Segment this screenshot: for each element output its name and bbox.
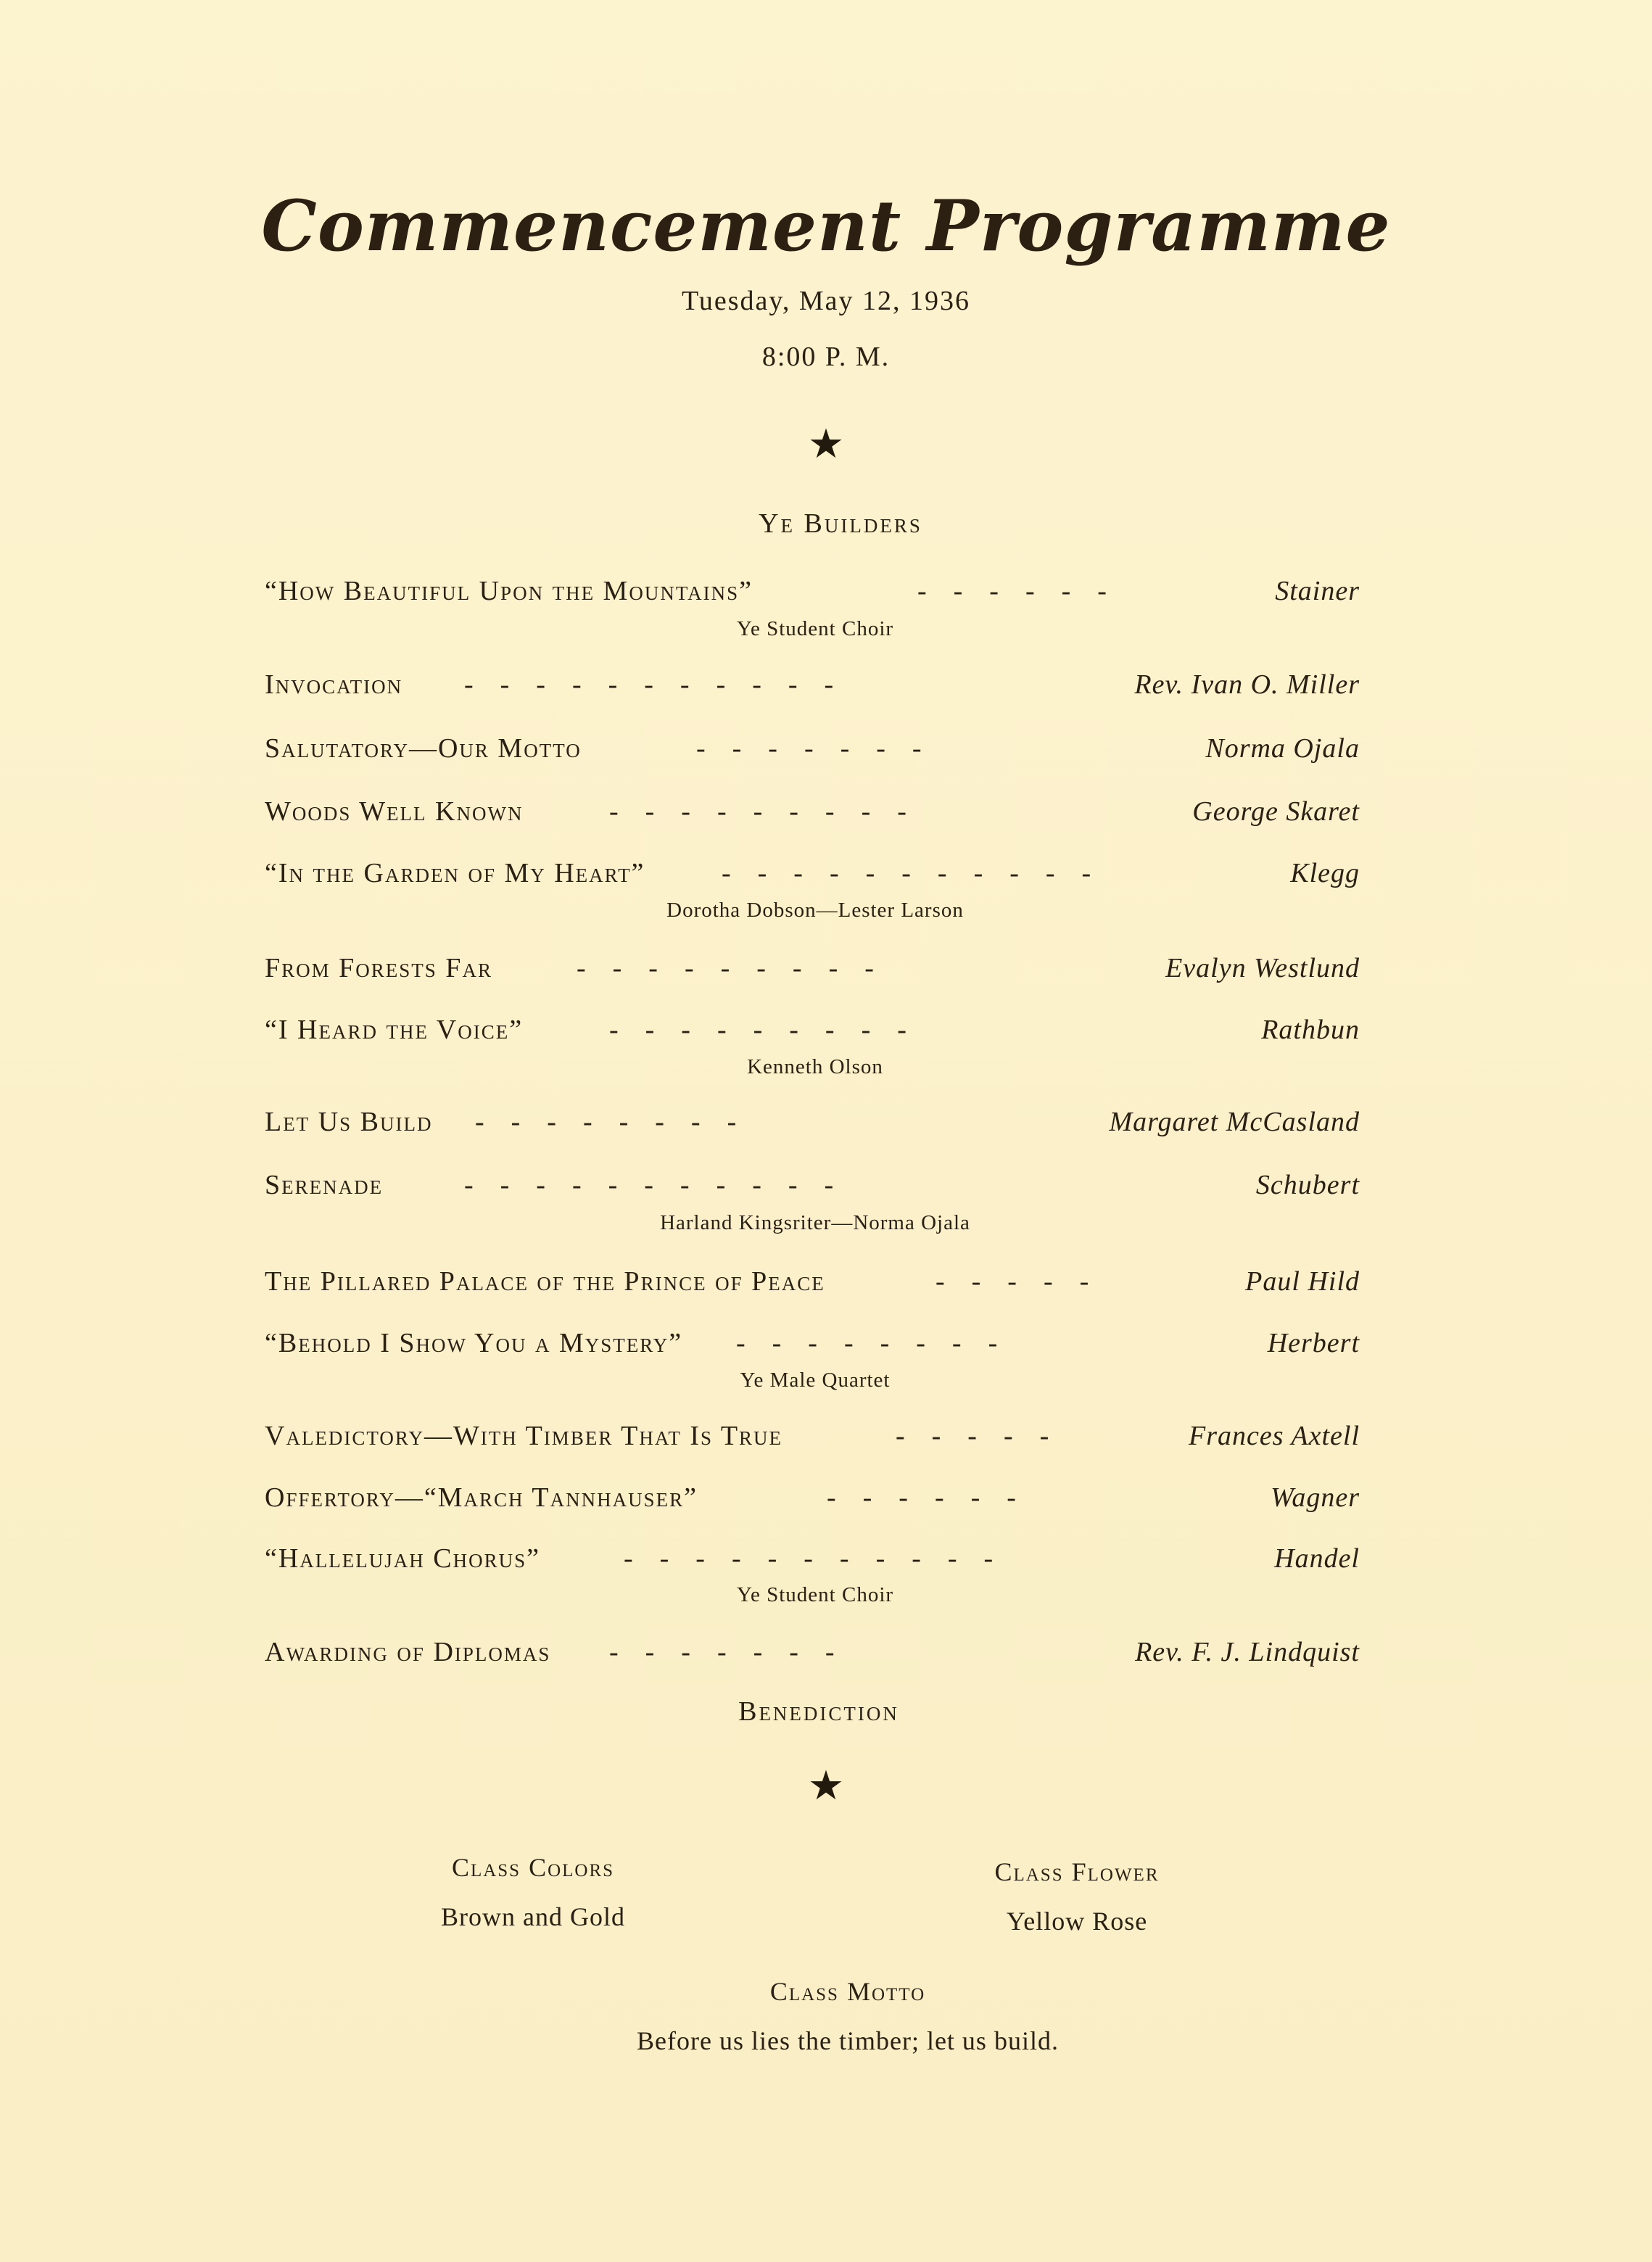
- leader-dashes: -----: [936, 1266, 1116, 1297]
- program-item-title: Woods Well Known: [265, 796, 524, 827]
- program-item: [265, 952, 1360, 996]
- program-item-performer: Norma Ojala: [1205, 733, 1360, 764]
- program-item-subtitle: Ye Student Choir: [736, 1583, 894, 1606]
- program-item-performer: Klegg: [1290, 858, 1360, 888]
- page-title: Commencement Programme: [261, 185, 1391, 267]
- program-item-subtitle: Ye Student Choir: [736, 617, 894, 640]
- program-item: [265, 796, 1360, 839]
- program-item-title: From Forests Far: [265, 953, 492, 983]
- class-motto-label: Class Motto: [769, 1977, 926, 2006]
- program-item-performer: Evalyn Westlund: [1165, 953, 1360, 983]
- leader-dashes: ------: [827, 1482, 1043, 1513]
- program-item: [265, 857, 1360, 901]
- program-item-performer: Schubert: [1255, 1170, 1360, 1200]
- program-item: [265, 1014, 1360, 1057]
- program-item-title: “I Heard the Voice”: [265, 1015, 524, 1045]
- program-item-performer: Handel: [1274, 1543, 1360, 1574]
- leader-dashes: -------: [696, 733, 949, 764]
- program-item-title: “Hallelujah Chorus”: [265, 1543, 541, 1574]
- benediction: Benediction: [738, 1696, 899, 1727]
- program-item: [265, 732, 1360, 776]
- program-item-performer: Rev. F. J. Lindquist: [1135, 1637, 1360, 1667]
- program-item: [265, 1482, 1360, 1525]
- program-item-performer: Rev. Ivan O. Miller: [1134, 669, 1360, 700]
- program-item-title: Invocation: [265, 669, 403, 700]
- event-date: Tuesday, May 12, 1936: [681, 286, 971, 316]
- program-item-title: Let Us Build: [265, 1107, 433, 1137]
- star-icon: ★: [807, 421, 845, 468]
- program-item-performer: Wagner: [1271, 1482, 1360, 1513]
- program-item-performer: Frances Axtell: [1189, 1421, 1360, 1451]
- program-item: [265, 1266, 1360, 1309]
- leader-dashes: ---------: [577, 953, 901, 983]
- program-item-subtitle: Kenneth Olson: [747, 1055, 883, 1078]
- leader-dashes: ---------: [609, 796, 933, 827]
- program-item-subtitle: Dorotha Dobson—Lester Larson: [666, 899, 964, 922]
- leader-dashes: -----------: [624, 1543, 1020, 1574]
- program-item-title: Serenade: [265, 1170, 384, 1200]
- leader-dashes: -----------: [464, 1170, 861, 1200]
- leader-dashes: ---------: [609, 1015, 933, 1045]
- class-colors-label: Class Colors: [451, 1853, 615, 1882]
- program-item-performer: George Skaret: [1192, 796, 1360, 827]
- class-flower-value: Yellow Rose: [1006, 1907, 1148, 1936]
- star-icon: ★: [807, 1762, 845, 1809]
- class-flower-label: Class Flower: [994, 1857, 1160, 1886]
- program-item-title: “Behold I Show You a Mystery”: [265, 1328, 683, 1358]
- program-item-performer: Paul Hild: [1245, 1266, 1360, 1297]
- event-time: 8:00 P. M.: [761, 342, 891, 372]
- program-item-performer: Rathbun: [1261, 1015, 1360, 1045]
- leader-dashes: --------: [475, 1107, 764, 1137]
- program-item: [265, 1327, 1360, 1371]
- program-item-performer: Margaret McCasland: [1109, 1107, 1360, 1137]
- leader-dashes: ------: [917, 576, 1133, 606]
- program-item: [265, 1420, 1360, 1464]
- program-item: [265, 669, 1360, 712]
- program-item-performer: Herbert: [1267, 1328, 1360, 1358]
- program-item: [265, 1543, 1360, 1586]
- program-item-title: “How Beautiful Upon the Mountains”: [265, 576, 753, 606]
- leader-dashes: -----: [896, 1421, 1076, 1451]
- section-title: Ye Builders: [759, 508, 922, 539]
- program-item-title: Valedictory—With Timber That Is True: [265, 1421, 783, 1451]
- program-item: [265, 1636, 1360, 1680]
- program-item: [265, 1169, 1360, 1213]
- class-colors-value: Brown and Gold: [441, 1902, 625, 1931]
- program-item-title: “In the Garden of My Heart”: [265, 858, 645, 888]
- program-item: [265, 575, 1360, 619]
- leader-dashes: -----------: [464, 669, 861, 700]
- leader-dashes: -----------: [722, 858, 1118, 888]
- program-item-title: The Pillared Palace of the Prince of Peace: [265, 1266, 825, 1297]
- program-item-subtitle: Harland Kingsriter—Norma Ojala: [660, 1211, 970, 1234]
- program-item-title: Salutatory—Our Motto: [265, 733, 582, 764]
- leader-dashes: --------: [736, 1328, 1025, 1358]
- program-item-subtitle: Ye Male Quartet: [740, 1369, 891, 1392]
- program-item: [265, 1106, 1360, 1149]
- class-motto-value: Before us lies the timber; let us build.: [637, 2026, 1059, 2055]
- program-item-performer: Stainer: [1275, 576, 1360, 606]
- program-item-title: Offertory—“March Tannhauser”: [265, 1482, 698, 1513]
- program-item-title: Awarding of Diplomas: [265, 1637, 551, 1667]
- leader-dashes: -------: [609, 1637, 862, 1667]
